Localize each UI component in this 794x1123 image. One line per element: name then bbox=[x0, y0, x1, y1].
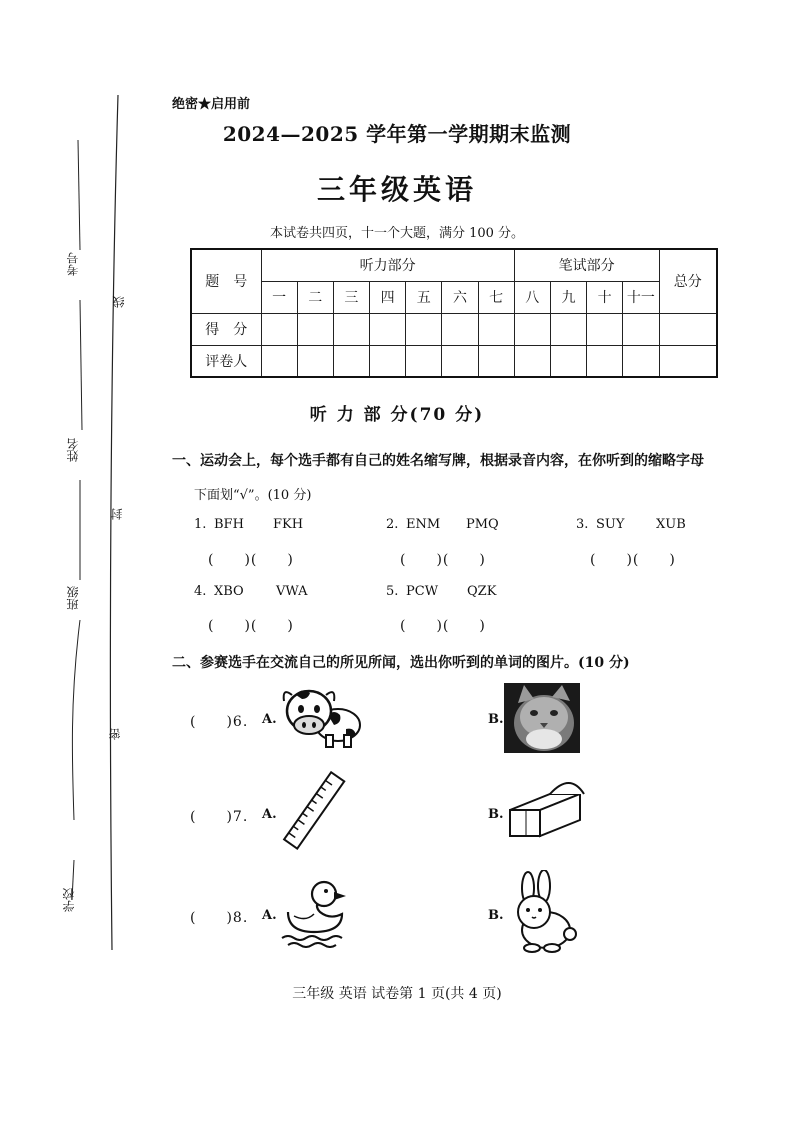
q1-option-b: XUB bbox=[656, 517, 686, 532]
column-header: 七 bbox=[478, 281, 514, 313]
q2-item-label[interactable]: ( )6. bbox=[190, 714, 249, 730]
grader-cell[interactable] bbox=[333, 345, 369, 377]
column-header: 十 bbox=[587, 281, 623, 313]
listening-section-heading: 听 力 部 分(70 分) bbox=[309, 405, 485, 425]
pencil-box-picture[interactable] bbox=[506, 776, 586, 840]
grader-cell[interactable] bbox=[370, 345, 406, 377]
score-cell[interactable] bbox=[550, 313, 586, 345]
q2-instruction: 二、参赛选手在交流自己的所见所闻，选出你听到的单词的图片。(10 分) bbox=[172, 655, 630, 671]
option-a-label: A. bbox=[262, 807, 277, 822]
name-label: 姓名 bbox=[66, 438, 80, 462]
binding-char-line: 线 bbox=[112, 296, 126, 308]
question-number-header: 题 号 bbox=[191, 249, 261, 313]
writing-group-header: 笔试部分 bbox=[514, 249, 659, 281]
score-cell[interactable] bbox=[587, 313, 623, 345]
q1-instruction-line1: 一、运动会上，每个选手都有自己的姓名缩写牌，根据录音内容，在你听到的缩略字母 bbox=[172, 453, 704, 469]
school-label: 学校 bbox=[62, 888, 76, 912]
q1-option-b: PMQ bbox=[466, 517, 499, 532]
page-footer: 三年级 英语 试卷第 1 页(共 4 页) bbox=[292, 986, 502, 1002]
grader-row-label: 评卷人 bbox=[191, 345, 261, 377]
score-cell[interactable] bbox=[623, 313, 659, 345]
q1-option-a: SUY bbox=[596, 517, 625, 532]
q1-item-number: 5. bbox=[386, 584, 399, 599]
confidential-mark: 绝密★启用前 bbox=[172, 97, 251, 112]
q1-option-b: FKH bbox=[273, 517, 304, 532]
q2-item-label[interactable]: ( )8. bbox=[190, 910, 249, 926]
option-b-label: B. bbox=[488, 908, 504, 923]
grader-cell[interactable] bbox=[261, 345, 297, 377]
score-cell[interactable] bbox=[478, 313, 514, 345]
score-row-label: 得 分 bbox=[191, 313, 261, 345]
column-header: 五 bbox=[406, 281, 442, 313]
q1-option-b: VWA bbox=[276, 584, 308, 599]
q1-answer-blanks[interactable]: ( )( ) bbox=[590, 552, 676, 568]
column-header: 四 bbox=[370, 281, 406, 313]
column-header: 十一 bbox=[623, 281, 659, 313]
score-cell[interactable] bbox=[261, 313, 297, 345]
grader-cell[interactable] bbox=[297, 345, 333, 377]
grader-cell[interactable] bbox=[514, 345, 550, 377]
grader-cell[interactable] bbox=[623, 345, 659, 377]
q1-item-number: 4. bbox=[194, 584, 207, 599]
score-cell[interactable] bbox=[297, 313, 333, 345]
score-cell[interactable] bbox=[370, 313, 406, 345]
column-header: 二 bbox=[297, 281, 333, 313]
option-a-label: A. bbox=[262, 712, 277, 727]
total-header: 总分 bbox=[659, 249, 717, 313]
grader-total-cell[interactable] bbox=[659, 345, 717, 377]
binding-char-seal: 封 bbox=[110, 508, 124, 520]
exam-number-label: 考号 bbox=[66, 252, 80, 276]
column-header: 三 bbox=[333, 281, 369, 313]
grader-cell[interactable] bbox=[550, 345, 586, 377]
option-a-label: A. bbox=[262, 908, 277, 923]
class-label: 班级 bbox=[66, 586, 80, 610]
q1-answer-blanks[interactable]: ( )( ) bbox=[208, 552, 294, 568]
grader-cell[interactable] bbox=[406, 345, 442, 377]
score-total-cell[interactable] bbox=[659, 313, 717, 345]
q1-option-a: XBO bbox=[214, 584, 244, 599]
score-cell[interactable] bbox=[333, 313, 369, 345]
q1-answer-blanks[interactable]: ( )( ) bbox=[400, 618, 486, 634]
column-header: 一 bbox=[261, 281, 297, 313]
q1-instruction-line2: 下面划“√”。(10 分) bbox=[194, 488, 312, 503]
subject-title: 三年级英语 bbox=[316, 173, 477, 206]
score-table bbox=[190, 248, 718, 378]
option-b-label: B. bbox=[488, 712, 504, 727]
q1-option-a: BFH bbox=[214, 517, 244, 532]
duck-picture[interactable] bbox=[280, 876, 352, 948]
grader-cell[interactable] bbox=[478, 345, 514, 377]
exam-title: 2024—2025 学年第一学期期末监测 bbox=[222, 122, 572, 146]
rabbit-picture[interactable] bbox=[506, 870, 578, 954]
cat-photo[interactable] bbox=[504, 683, 580, 753]
score-cell[interactable] bbox=[406, 313, 442, 345]
q2-item-label[interactable]: ( )7. bbox=[190, 809, 249, 825]
q1-option-a: PCW bbox=[406, 584, 439, 599]
ruler-picture[interactable] bbox=[280, 770, 350, 852]
grader-cell[interactable] bbox=[587, 345, 623, 377]
q1-answer-blanks[interactable]: ( )( ) bbox=[208, 618, 294, 634]
q1-item-number: 3. bbox=[576, 517, 589, 532]
q1-answer-blanks[interactable]: ( )( ) bbox=[400, 552, 486, 568]
column-header: 六 bbox=[442, 281, 478, 313]
grader-cell[interactable] bbox=[442, 345, 478, 377]
exam-note: 本试卷共四页，十一个大题，满分 100 分。 bbox=[269, 226, 525, 241]
option-b-label: B. bbox=[488, 807, 504, 822]
listening-group-header: 听力部分 bbox=[261, 249, 514, 281]
q1-item-number: 2. bbox=[386, 517, 399, 532]
score-cell[interactable] bbox=[442, 313, 478, 345]
cow-picture[interactable] bbox=[280, 685, 362, 753]
q1-item-number: 1. bbox=[194, 517, 207, 532]
q1-option-b: QZK bbox=[467, 584, 497, 599]
q1-option-a: ENM bbox=[406, 517, 441, 532]
column-header: 八 bbox=[514, 281, 550, 313]
score-cell[interactable] bbox=[514, 313, 550, 345]
binding-char-secret: 密 bbox=[108, 728, 122, 740]
column-header: 九 bbox=[550, 281, 586, 313]
